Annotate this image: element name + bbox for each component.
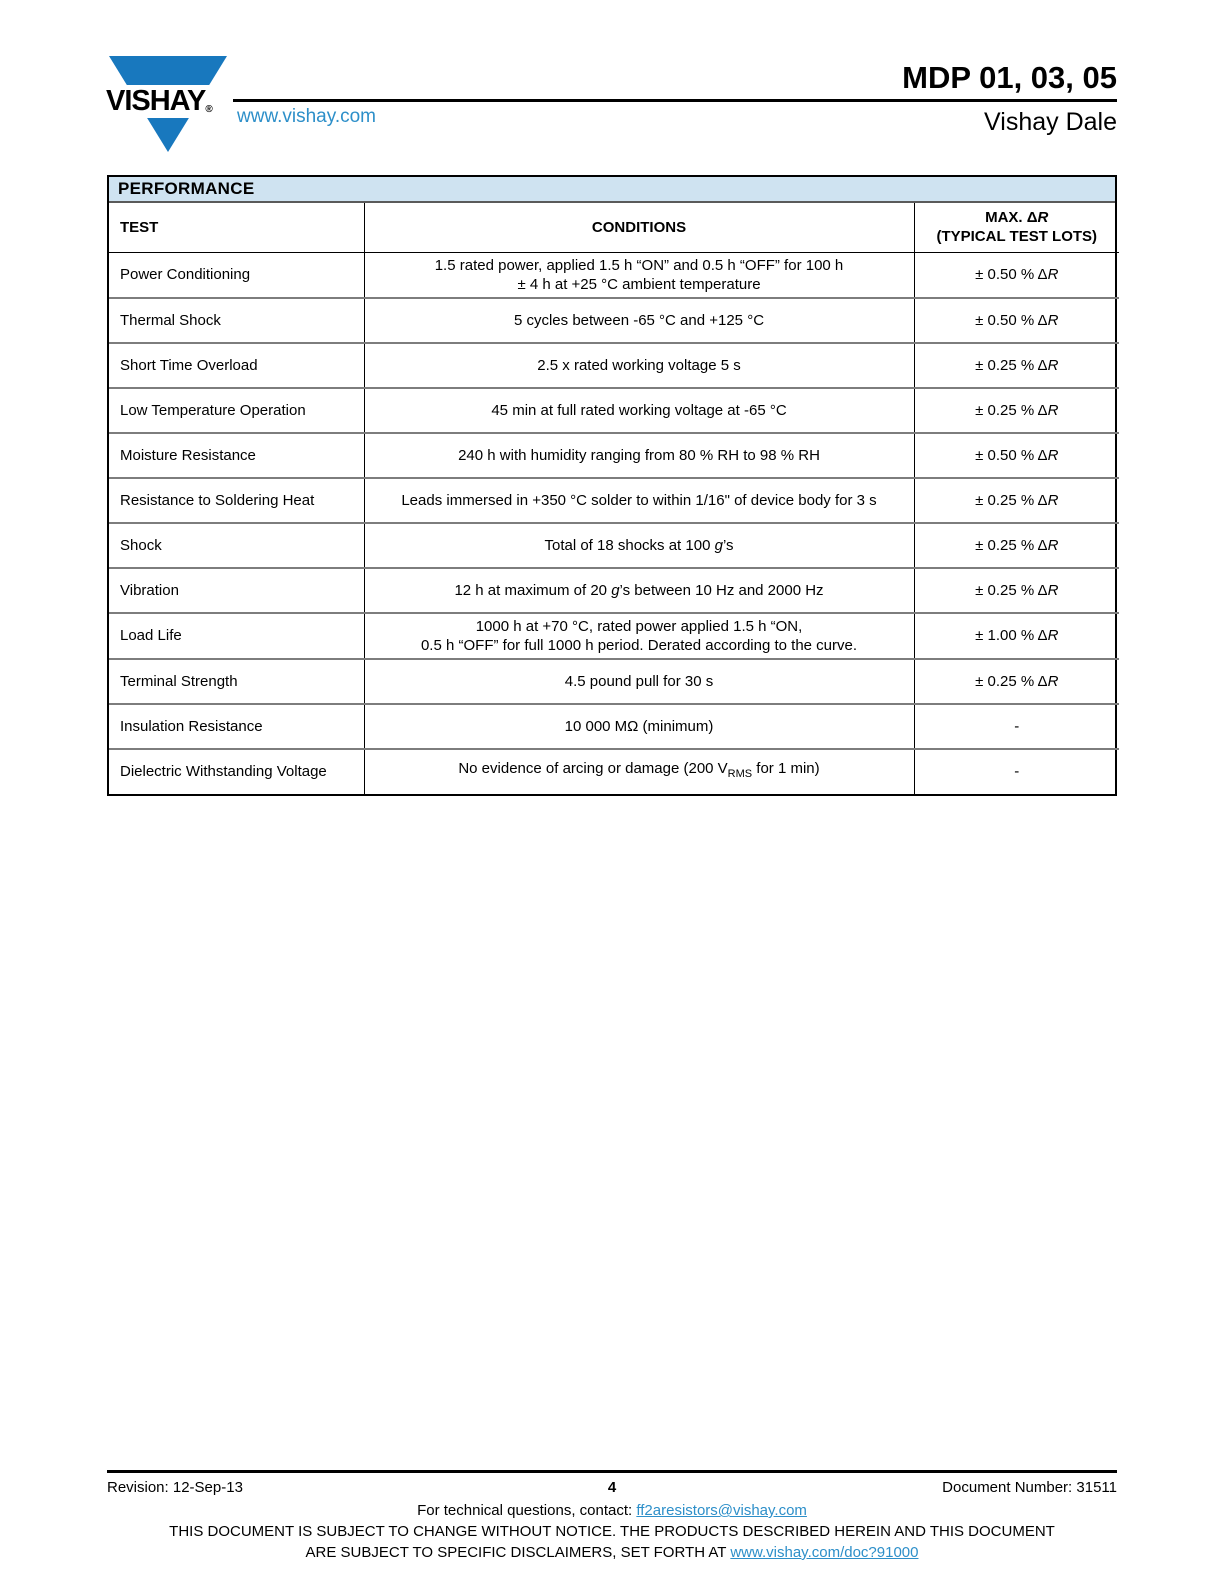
table-row [109, 704, 1119, 749]
conditions-cell: No evidence of arcing or damage (200 $V_{RMS}$ for 1 min) [364, 749, 914, 794]
conditions-cell: 1.5 rated power, applied 1.5 h “ON” and 0.5 h “OFF” for 100 h ± 4 h at +25 °C ambient temperature [364, 252, 914, 298]
conditions-cell: 12 h at maximum of 20 g’s between 10 Hz and 2000 Hz [364, 568, 914, 613]
table-row [109, 749, 1119, 794]
table-row [109, 613, 1119, 659]
max-delta-r-cell: ± 1.00 % ΔR [914, 613, 1119, 659]
conditions-cell: 45 min at full rated working voltage at -65 °C [364, 388, 914, 433]
test-cell: Low Temperature Operation [109, 388, 364, 433]
max-delta-r-cell: ± 0.50 % ΔR [914, 298, 1119, 343]
document-number: Document Number: 31511 [942, 1479, 1117, 1496]
table-row [109, 478, 1119, 523]
vishay-logo [104, 56, 232, 154]
max-delta-r-cell: ± 0.25 % ΔR [914, 523, 1119, 568]
max-delta-r-cell: ± 0.25 % ΔR [914, 388, 1119, 433]
table-row [109, 568, 1119, 613]
column-header-max: MAX. ΔR (TYPICAL TEST LOTS) [914, 203, 1119, 252]
page-number: 4 [607, 1479, 617, 1496]
disclaimer-line-2 [107, 1544, 1117, 1562]
table-row [109, 659, 1119, 704]
test-cell: Power Conditioning [109, 252, 364, 298]
brand-subtitle: Vishay Dale [984, 108, 1117, 136]
vishay-wordmark [104, 85, 215, 118]
test-cell: Short Time Overload [109, 343, 364, 388]
revision-label: Revision: 12-Sep-13 [107, 1479, 243, 1496]
table-row [109, 298, 1119, 343]
table-row [109, 433, 1119, 478]
page-footer [107, 1470, 1117, 1562]
conditions-cell: 4.5 pound pull for 30 s [364, 659, 914, 704]
test-cell: Shock [109, 523, 364, 568]
performance-section-header: PERFORMANCE [109, 177, 1115, 203]
conditions-cell: 10 000 MΩ (minimum) [364, 704, 914, 749]
conditions-cell: 1000 h at +70 °C, rated power applied 1.5 h “ON, 0.5 h “OFF” for full 1000 h period. Derated according to the curve. [364, 613, 914, 659]
table-row [109, 523, 1119, 568]
test-cell: Load Life [109, 613, 364, 659]
registered-mark: ® [205, 104, 213, 115]
conditions-cell: Leads immersed in +350 °C solder to within 1/16" of device body for 3 s [364, 478, 914, 523]
test-cell: Thermal Shock [109, 298, 364, 343]
contact-line [107, 1502, 1117, 1520]
test-cell: Moisture Resistance [109, 433, 364, 478]
max-delta-r-cell: ± 0.25 % ΔR [914, 659, 1119, 704]
table-row [109, 343, 1119, 388]
test-cell: Resistance to Soldering Heat [109, 478, 364, 523]
performance-grid [109, 203, 1119, 794]
footer-divider [107, 1470, 1117, 1473]
disclaimer-doc-link[interactable]: www.vishay.com/doc?91000 [730, 1544, 919, 1561]
max-delta-r-cell: ± 0.50 % ΔR [914, 433, 1119, 478]
test-cell: Terminal Strength [109, 659, 364, 704]
contact-email-link[interactable]: ff2aresistors@vishay.com [636, 1502, 807, 1519]
vishay-website-link[interactable]: www.vishay.com [237, 106, 377, 127]
disclaimer-line-1: THIS DOCUMENT IS SUBJECT TO CHANGE WITHOUT NOTICE. THE PRODUCTS DESCRIBED HEREIN AND THIS DOCUMENT [169, 1523, 1055, 1540]
max-delta-r-cell: ± 0.50 % ΔR [975, 266, 1059, 283]
max-delta-r-cell: ± 0.25 % ΔR [914, 343, 1119, 388]
disclaimer-prefix: ARE SUBJECT TO SPECIFIC DISCLAIMERS, SET FORTH AT [305, 1544, 731, 1561]
footer-meta [107, 1479, 1117, 1499]
max-delta-r-cell: ± 0.25 % ΔR [914, 568, 1119, 613]
column-header-conditions: CONDITIONS [364, 203, 914, 252]
conditions-cell: 2.5 x rated working voltage 5 s [364, 343, 914, 388]
performance-table [107, 175, 1117, 796]
vishay-wordmark-text: VISHAY [106, 85, 206, 117]
max-delta-r-cell: ± 0.25 % ΔR [914, 478, 1119, 523]
table-row [109, 388, 1119, 433]
page-title: MDP 01, 03, 05 [902, 60, 1117, 95]
conditions-cell: 240 h with humidity ranging from 80 % RH to 98 % RH [364, 433, 914, 478]
max-delta-r-cell: - [914, 704, 1119, 749]
contact-prefix: For technical questions, contact: [417, 1502, 637, 1519]
table-header-row [109, 203, 1119, 252]
column-header-test: TEST [109, 203, 364, 252]
max-delta-r-cell: - [914, 749, 1119, 794]
header-divider [233, 99, 1117, 102]
test-cell: Vibration [109, 568, 364, 613]
conditions-cell: 5 cycles between -65 °C and +125 °C [364, 298, 914, 343]
test-cell: Dielectric Withstanding Voltage [109, 749, 364, 794]
test-cell: Insulation Resistance [109, 704, 364, 749]
conditions-cell: Total of 18 shocks at 100 g’s [364, 523, 914, 568]
table-row [109, 252, 1119, 298]
